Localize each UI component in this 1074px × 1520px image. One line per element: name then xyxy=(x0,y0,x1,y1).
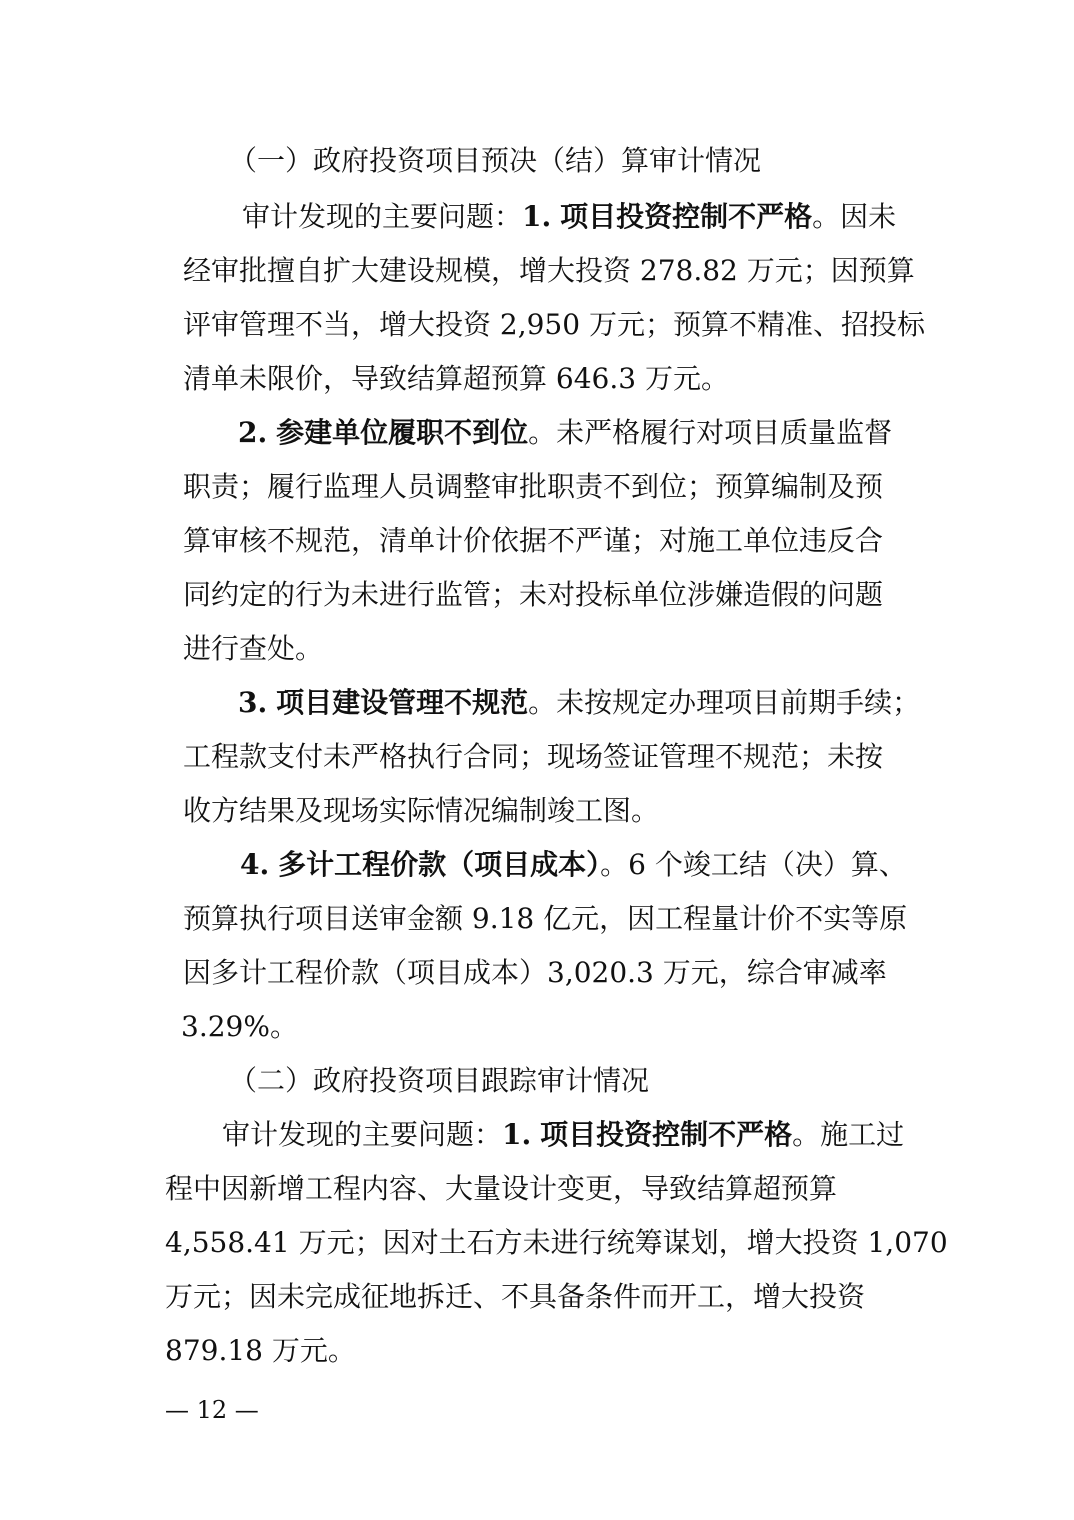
paragraph-line xyxy=(165,1223,948,1263)
paragraph-line xyxy=(183,575,883,615)
item-title: 参建单位履职不到位 xyxy=(276,416,529,449)
paragraph-text: 清单未限价，导致结算超预算 646.3 万元。 xyxy=(183,362,729,395)
paragraph-text: 879.18 万元。 xyxy=(165,1334,356,1367)
paragraph-text: 万元；因未完成征地拆迁、不具备条件而开工，增大投资 xyxy=(165,1280,866,1313)
paragraph-line xyxy=(183,953,887,993)
item-text: 。未严格履行对项目质量监督 xyxy=(528,416,893,449)
paragraph-line xyxy=(183,521,883,561)
item-number: 1. xyxy=(522,200,552,233)
item-text: 。施工过 xyxy=(792,1118,905,1151)
paragraph-text: 因多计工程价款（项目成本）3,020.3 万元，综合审减率 xyxy=(183,956,887,989)
section-heading-text: （一）政府投资项目预决（结）算审计情况 xyxy=(229,144,762,177)
paragraph-line xyxy=(238,413,892,453)
item-number: 4. xyxy=(240,848,270,881)
paragraph-line xyxy=(183,305,925,345)
paragraph-text: 3.29%。 xyxy=(181,1010,298,1043)
paragraph-line xyxy=(222,1115,904,1155)
paragraph-text: 经审批擅自扩大建设规模，增大投资 278.82 万元；因预算 xyxy=(183,254,915,287)
paragraph-text: 工程款支付未严格执行合同；现场签证管理不规范；未按 xyxy=(183,740,884,773)
section-heading-text: （二）政府投资项目跟踪审计情况 xyxy=(229,1064,650,1097)
item-number: 1. xyxy=(502,1118,532,1151)
paragraph-line xyxy=(183,737,883,777)
paragraph-line xyxy=(183,467,883,507)
item-text: 。6 个竣工结（决）算、 xyxy=(600,848,907,881)
paragraph-line xyxy=(181,1007,298,1047)
paragraph-text: 职责；履行监理人员调整审批职责不到位；预算编制及预 xyxy=(183,470,884,503)
paragraph-text: 预算执行项目送审金额 9.18 亿元，因工程量计价不实等原 xyxy=(183,902,908,935)
paragraph-text: 评审管理不当，增大投资 2,950 万元；预算不精准、招投标 xyxy=(183,308,925,341)
paragraph-text: 同约定的行为未进行监管；未对投标单位涉嫌造假的问题 xyxy=(183,578,884,611)
intro-text: 审计发现的主要问题： xyxy=(242,200,523,233)
item-title: 项目投资控制不严格 xyxy=(540,1118,793,1151)
paragraph-text: 程中因新增工程内容、大量设计变更，导致结算超预算 xyxy=(165,1172,838,1205)
item-number: 2. xyxy=(238,416,268,449)
paragraph-line xyxy=(183,791,659,831)
paragraph-line xyxy=(183,359,729,399)
paragraph-line xyxy=(165,1169,837,1209)
page-number: — 12 — xyxy=(165,1396,259,1424)
paragraph-line xyxy=(240,845,907,885)
item-number: 3. xyxy=(238,686,268,719)
paragraph-text: 收方结果及现场实际情况编制竣工图。 xyxy=(183,794,660,827)
item-title: 项目建设管理不规范 xyxy=(276,686,529,719)
item-text: 。未按规定办理项目前期手续； xyxy=(528,686,921,719)
item-title: 多计工程价款（项目成本） xyxy=(278,848,601,881)
item-text: 。因未 xyxy=(812,200,897,233)
paragraph-line xyxy=(165,1277,865,1317)
item-title: 项目投资控制不严格 xyxy=(560,200,813,233)
paragraph-line xyxy=(242,197,910,237)
paragraph-lead xyxy=(242,197,896,237)
paragraph-line xyxy=(165,1331,356,1371)
intro-text: 审计发现的主要问题： xyxy=(222,1118,503,1151)
paragraph-line xyxy=(183,251,915,291)
paragraph-line xyxy=(183,899,907,939)
paragraph-text: 算审核不规范，清单计价依据不严谨；对施工单位违反合 xyxy=(183,524,884,557)
section-heading xyxy=(229,141,761,181)
paragraph-line xyxy=(183,629,323,669)
paragraph-text: 进行查处。 xyxy=(183,632,324,665)
paragraph-line xyxy=(238,683,920,723)
section-heading xyxy=(229,1061,649,1101)
paragraph-text: 4,558.41 万元；因对土石方未进行统筹谋划，增大投资 1,070 xyxy=(165,1226,948,1259)
